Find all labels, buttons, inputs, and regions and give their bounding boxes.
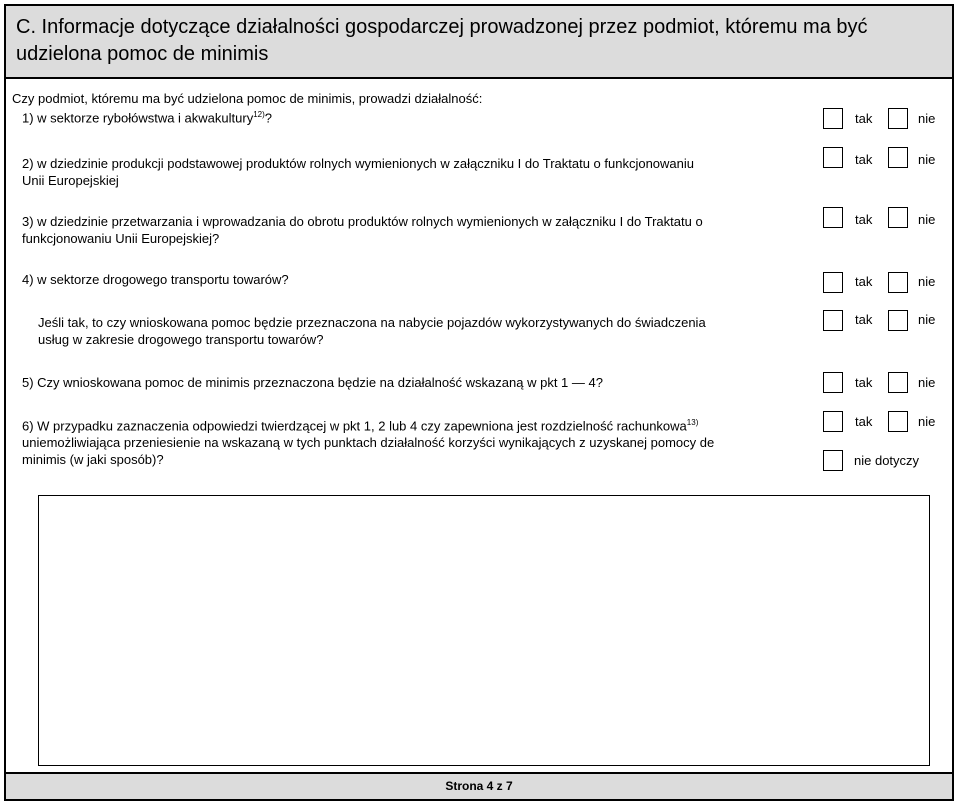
q1-no-label: nie	[918, 111, 936, 126]
question-4: 4) w sektorze drogowego transportu towarów?	[22, 272, 289, 287]
page-number: Strona 4 z 7	[445, 779, 513, 793]
q1-yes-label: tak	[855, 111, 873, 126]
intro-question: Czy podmiot, któremu ma być udzielona pomoc de minimis, prowadzi działalność:	[12, 91, 483, 106]
q5-no-checkbox[interactable]	[888, 372, 908, 393]
q5-yes-label: tak	[855, 375, 873, 390]
q4sub-no-label: nie	[918, 312, 936, 327]
q4sub-yes-label: tak	[855, 312, 873, 327]
q1-no-checkbox[interactable]	[888, 108, 908, 129]
footnote-12: 12)	[253, 110, 265, 119]
q4-no-checkbox[interactable]	[888, 272, 908, 293]
page-footer	[4, 772, 954, 801]
q2-yes-checkbox[interactable]	[823, 147, 843, 168]
q1-yes-checkbox[interactable]	[823, 108, 843, 129]
footnote-13: 13)	[686, 418, 699, 427]
section-header	[4, 4, 954, 79]
q2-no-label: nie	[918, 152, 936, 167]
question-2: 2) w dziedzinie produkcji podstawowej produktów rolnych wymienionych w załączniku I do Traktatu o funkcjonowaniu Unii Europejskiej	[22, 156, 695, 188]
q3-no-checkbox[interactable]	[888, 207, 908, 228]
q4-yes-checkbox[interactable]	[823, 272, 843, 293]
q2-yes-label: tak	[855, 152, 873, 167]
q5-no-label: nie	[918, 375, 936, 390]
question-5: 5) Czy wnioskowana pomoc de minimis przeznaczona będzie na działalność wskazaną w pkt 1 — 4?	[22, 375, 603, 390]
question-6: 6) W przypadku zaznaczenia odpowiedzi twierdzącej w pkt 1, 2 lub 4 czy zapewniona jest rozdzielność rachunkowa$^{13)}$ uniemożliwiająca przeniesienie na wskazaną w tych punktach działalność korzyści wynikających z uzyskanej pomocy de minimis (w jaki sposób)?	[22, 418, 715, 468]
q6-no-label: nie	[918, 414, 936, 429]
q2-no-checkbox[interactable]	[888, 147, 908, 168]
q6-not-applicable-label: nie dotyczy	[854, 453, 920, 468]
q3-yes-label: tak	[855, 212, 873, 227]
explanation-textarea[interactable]	[38, 495, 930, 766]
question-1-text: 1) w sektorze rybołówstwa i akwakultury	[22, 110, 254, 126]
q5-yes-checkbox[interactable]	[823, 372, 843, 393]
q4-no-label: nie	[918, 274, 936, 289]
section-title: C. Informacje dotyczące działalności gospodarczej prowadzonej przez podmiot, któremu ma być udzielona pomoc de minimis	[16, 16, 868, 65]
q4sub-no-checkbox[interactable]	[888, 310, 908, 331]
q4-yes-label: tak	[855, 274, 873, 289]
q4sub-yes-checkbox[interactable]	[823, 310, 843, 331]
question-1: 1) w sektorze rybołówstwa i akwakultury$^{12)}$?	[22, 110, 272, 126]
question-3: 3) w dziedzinie przetwarzania i wprowadzania do obrotu produktów rolnych wymienionych w załączniku I do Traktatu o funkcjonowaniu Unii Europejskiej?	[22, 214, 703, 246]
q6-yes-label: tak	[855, 414, 873, 429]
q6-no-checkbox[interactable]	[888, 411, 908, 432]
q6-not-applicable-checkbox[interactable]	[823, 450, 843, 471]
q6-yes-checkbox[interactable]	[823, 411, 843, 432]
q3-no-label: nie	[918, 212, 936, 227]
question-4-sub: Jeśli tak, to czy wnioskowana pomoc będzie przeznaczona na nabycie pojazdów wykorzystywanych do świadczenia usług w zakresie drogowego transportu towarów?	[38, 315, 706, 347]
q3-yes-checkbox[interactable]	[823, 207, 843, 228]
